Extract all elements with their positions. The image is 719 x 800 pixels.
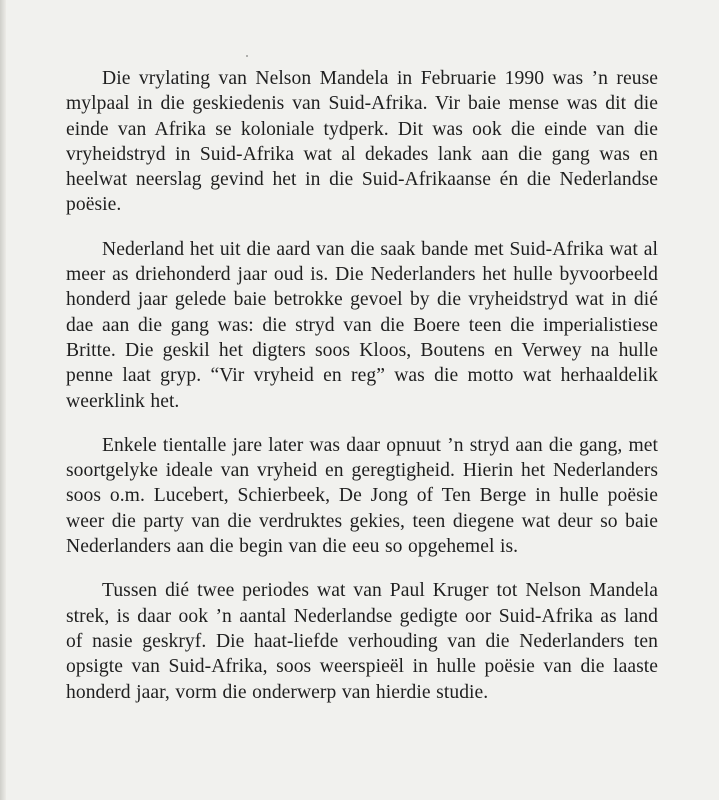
paragraph-1: Die vrylating van Nelson Mandela in Februarie 1990 was ’n reuse mylpaal in die geskiedenis van Suid-Afrika. Vir baie mense was dit die einde van Afrika se koloniale tydperk. Dit was ook die einde van die vryheidstryd in Suid-Afrika wat al dekades lank aan die gang was en heelwat neerslag gevind het in die Suid-Afrikaanse én die Nederlandse poësie. <box>66 68 658 216</box>
speck-mark <box>246 55 248 57</box>
page-edge-shadow <box>0 0 6 800</box>
document-body <box>66 66 658 705</box>
paragraph-3: Enkele tientalle jare later was daar opnuut ’n stryd aan die gang, met soortgelyke ideale van vryheid en geregtigheid. Hierin het Nederlanders soos o.m. Lucebert, Schierbeek, De Jong of Ten Berge in hulle poësie weer die party van die verdruktes gekies, teen diegene wat deur so baie Nederlanders aan die begin van die eeu so opgehemel is. <box>66 434 658 558</box>
paragraph-2: Nederland het uit die aard van die saak bande met Suid-Afrika wat al meer as driehonderd jaar oud is. Die Nederlanders het hulle byvoorbeeld honderd jaar gelede baie betrokke gevoel by die vryheidstryd wat in dié dae aan die gang was: die stryd van die Boere teen die imperialistiese Britte. Die geskil het digters soos Kloos, Boutens en Verwey na hulle penne laat gryp. “Vir vryheid en reg” was die motto wat herhaaldelik weerklink het. <box>66 238 658 412</box>
paragraph-4: Tussen dié twee periodes wat van Paul Kruger tot Nelson Mandela strek, is daar ook ’n aantal Nederlandse gedigte oor Suid-Afrika as land of nasie geskryf. Die haat-liefde verhouding van die Nederlanders ten opsigte van Suid-Afrika, soos weerspieël in hulle poësie van die laaste honderd jaar, vorm die onderwerp van hierdie studie. <box>66 580 658 703</box>
